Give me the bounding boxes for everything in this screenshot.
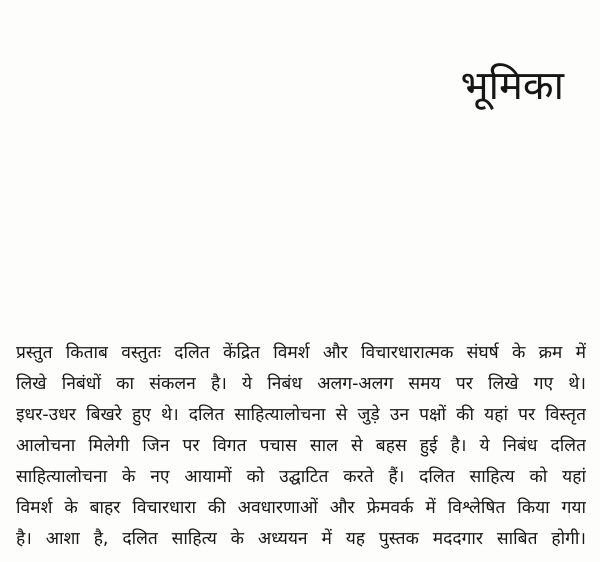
paragraph-line: साहित्यालोचना के नए आयामों को उद्घाटित करते हैं। दलित साहित्य को यहां [16, 467, 586, 487]
paragraph-line: विमर्श के बाहर विचारधारा की अवधारणाओं और फ्रेमवर्क में विश्लेषित किया गया [16, 498, 586, 518]
paragraph-line: आलोचना मिलेगी जिन पर विगत पचास साल से बहस हुई है। ये निबंध दलित [16, 436, 586, 456]
paragraph-line: इधर-उधर बिखरे हुए थे। दलित साहित्यालोचना से जुड़े उन पक्षों की यहां पर विस्तृत [16, 405, 586, 425]
paragraph-line: लिखे निबंधों का संकलन है। ये निबंध अलग-अलग समय पर लिखे गए थे। [16, 374, 586, 394]
preface-paragraph [16, 338, 586, 555]
paragraph-line: है। आशा है, दलित साहित्य के अध्ययन में यह पुस्तक मददगार साबित होगी। [16, 529, 586, 549]
paragraph-line: प्रस्तुत किताब वस्तुतः दलित केंद्रित विमर्श और विचारधारात्मक संघर्ष के क्रम में [16, 343, 586, 363]
page-title: भूमिका [460, 63, 564, 109]
